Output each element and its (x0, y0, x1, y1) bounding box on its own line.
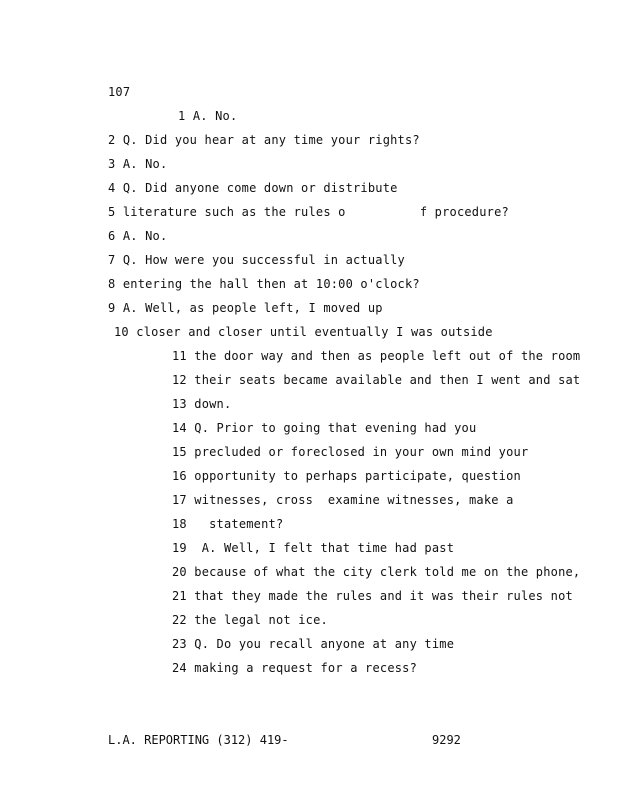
transcript-line: 24 making a request for a recess? (172, 661, 418, 675)
transcript-line: 20 because of what the city clerk told me on the phone, (172, 565, 581, 579)
transcript-line: 5 literature such as the rules o f procedure? (108, 205, 509, 219)
transcript-line: 7 Q. How were you successful in actually (108, 253, 405, 267)
transcript-line: 23 Q. Do you recall anyone at any time (172, 637, 455, 651)
transcript-line: 21 that they made the rules and it was their rules not (172, 589, 573, 603)
transcript-line: 1 A. No. (178, 109, 238, 123)
transcript-line: 14 Q. Prior to going that evening had you (172, 421, 477, 435)
transcript-line: 8 entering the hall then at 10:00 o'clock? (108, 277, 420, 291)
footer-number: 9292 (432, 733, 461, 747)
transcript-line: 19 A. Well, I felt that time had past (172, 541, 455, 555)
transcript-line: 6 A. No. (108, 229, 168, 243)
page-number: 107 (108, 85, 131, 99)
transcript-line: 17 witnesses, cross examine witnesses, make a (172, 493, 514, 507)
transcript-line: 15 precluded or foreclosed in your own mind your (172, 445, 529, 459)
transcript-line: 9 A. Well, as people left, I moved up (108, 301, 383, 315)
transcript-line: 4 Q. Did anyone come down or distribute (108, 181, 398, 195)
transcript-line: 3 A. No. (108, 157, 168, 171)
transcript-line: 12 their seats became available and then I went and sat (172, 373, 581, 387)
transcript-line: 11 the door way and then as people left out of the room (172, 349, 581, 363)
footer-reporter: L.A. REPORTING (312) 419- (108, 733, 289, 747)
transcript-line: 22 the legal not ice. (172, 613, 328, 627)
transcript-line: 10 closer and closer until eventually I was outside (114, 325, 493, 339)
transcript-line: 13 down. (172, 397, 232, 411)
transcript-line: 2 Q. Did you hear at any time your rights? (108, 133, 420, 147)
transcript-line: 16 opportunity to perhaps participate, question (172, 469, 521, 483)
transcript-line: 18 statement? (172, 517, 284, 531)
